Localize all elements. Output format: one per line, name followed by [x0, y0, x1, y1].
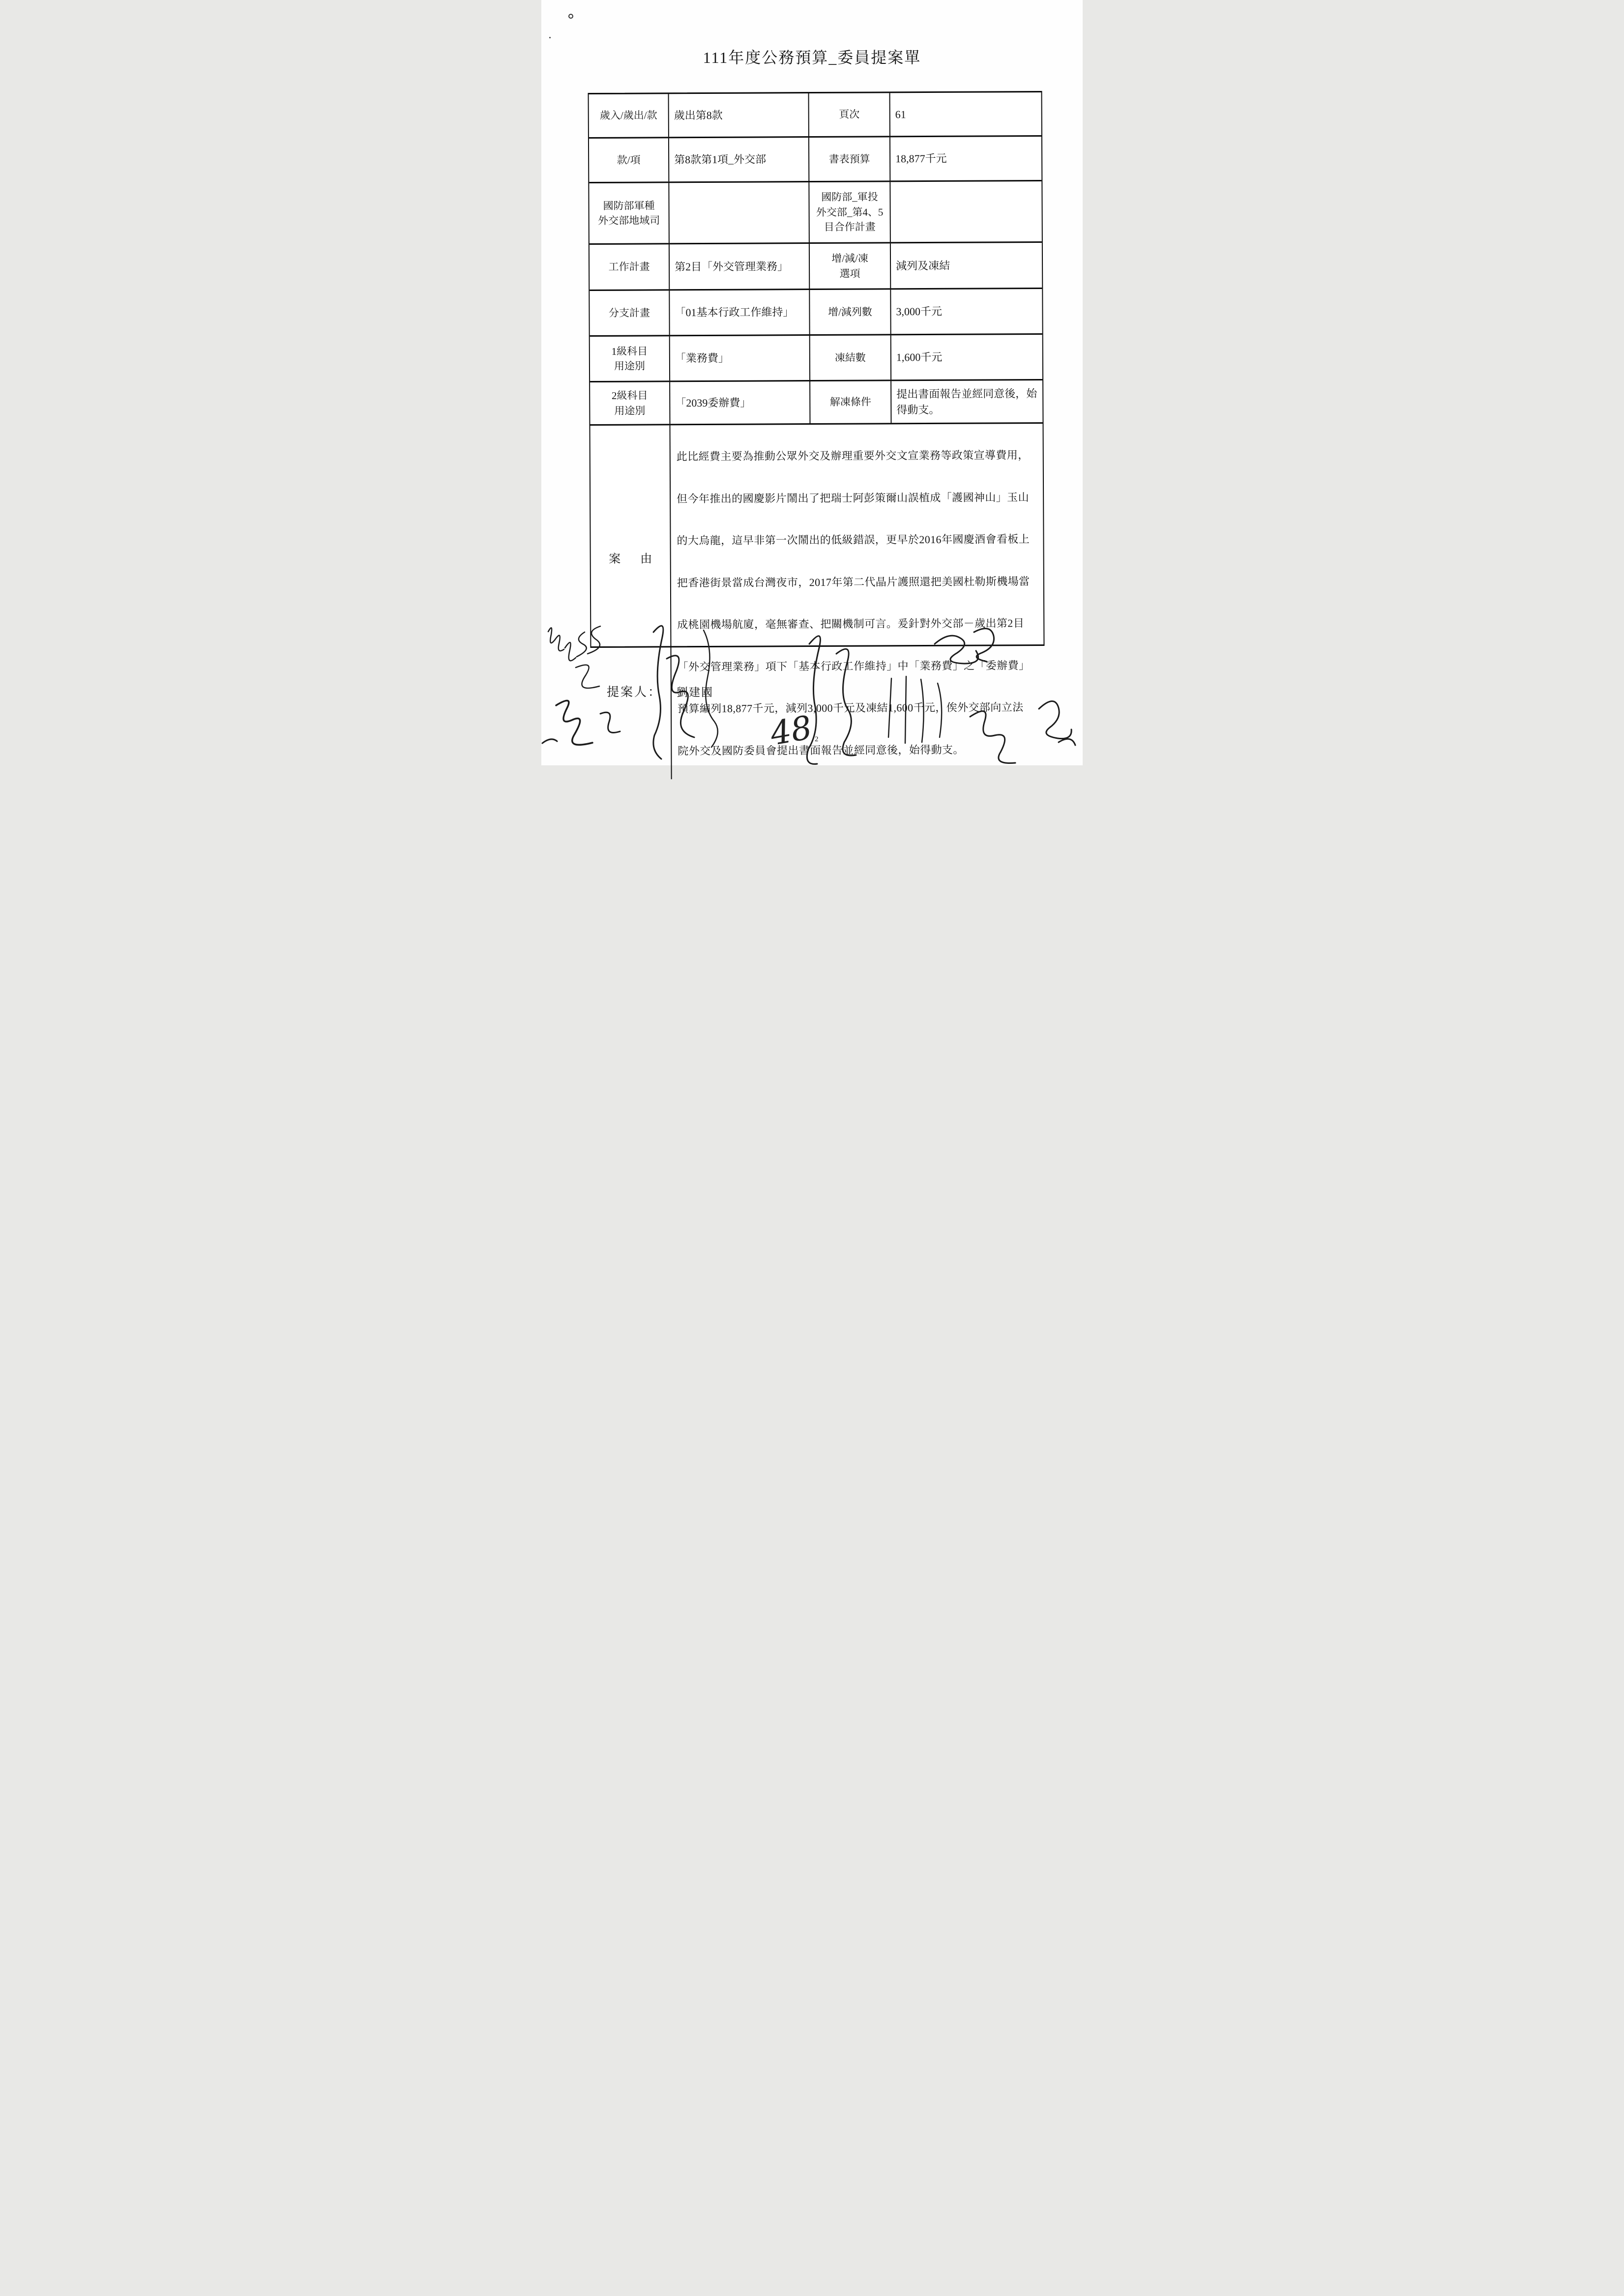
row-value-cut-amount: 3,000千元	[896, 305, 943, 318]
row-label-adjust-option: 增/減/凍 選項	[810, 243, 891, 289]
row-label-level1-subject: 1級科目 用途別	[590, 336, 670, 381]
row-label-revenue-expenditure: 歲入/歲出/款	[589, 94, 669, 137]
row-value-branch-plan: 「01基本行政工作維持」	[670, 290, 810, 335]
row-label-branch-plan: 分支計畫	[590, 291, 670, 335]
scan-speck	[568, 14, 573, 19]
case-line: 的大烏龍，這早非第一次鬧出的低級錯誤，更早於2016年國慶酒會看板上	[677, 533, 1030, 547]
row-value-freeze-amount: 1,600千元	[896, 350, 943, 364]
table-row	[590, 335, 1042, 382]
row-value-item: 第8款第1項_外交部	[669, 138, 809, 181]
case-line: 預算編列18,877千元，減列3,000千元及凍結1,600千元，俟外交部向立法	[677, 701, 1024, 715]
case-line: 此比經費主要為推動公眾外交及辦理重要外交文宣業務等政策宣導費用，	[676, 449, 1029, 463]
page-title: 111年度公務預算_委員提案單	[703, 49, 921, 66]
row-value-level1-subject: 「業務費」	[670, 336, 810, 380]
row-value-department	[669, 182, 810, 243]
row-value-adjust-option: 減列及凍結	[896, 259, 950, 272]
row-value-cooperation-plan	[890, 181, 1042, 242]
handwritten-number: 48	[767, 708, 815, 753]
table-row	[589, 181, 1042, 245]
signature-scribble	[548, 628, 564, 651]
table-row	[590, 380, 1042, 426]
proposer-label: 提案人：	[607, 686, 662, 699]
case-line: 「外交管理業務」項下「基本行政工作維持」中「業務費」之「委辦費」	[677, 659, 1030, 673]
row-label-page-index: 頁次	[809, 93, 890, 136]
row-value-unfreeze-condition: 提出書面報告並經同意後，始得動支。	[896, 387, 1037, 416]
case-line: 把香港街景當成台灣夜市，2017年第二代晶片護照還把美國杜勒斯機場當	[677, 575, 1030, 589]
table-row	[589, 137, 1041, 183]
page-number: 2	[815, 735, 819, 743]
row-value-book-budget: 18,877千元	[895, 152, 947, 165]
row-value-page-index: 61	[895, 108, 906, 120]
row-label-freeze-amount: 凍結數	[810, 335, 891, 380]
row-value-work-plan: 第2目「外交管理業務」	[670, 244, 810, 289]
case-label-char: 由	[640, 552, 652, 566]
case-description-text	[670, 424, 1044, 779]
row-label-department: 國防部軍種 外交部地域司	[589, 183, 670, 243]
signature-scribble	[565, 632, 587, 661]
case-label-char: 案	[609, 552, 621, 566]
scanned-proposal-document	[541, 0, 1083, 765]
table-row	[589, 92, 1041, 139]
row-label-book-budget: 書表預算	[809, 137, 890, 181]
row-label-cooperation-plan: 國防部_軍投 外交部_第4、5 目合作計畫	[809, 182, 891, 242]
case-line: 但今年推出的國慶影片鬧出了把瑞士阿彭策爾山誤植成「護國神山」玉山	[677, 491, 1030, 505]
proposer-name: 劉建國	[677, 686, 714, 698]
case-label	[590, 425, 672, 780]
signature-scribble	[556, 700, 592, 745]
row-label-level2-subject: 2級科目 用途別	[590, 382, 670, 424]
row-value-level2-subject: 「2039委辦費」	[670, 381, 810, 424]
row-label-cut-amount: 增/減列數	[810, 290, 891, 334]
row-value-expenditure-item: 歲出第8款	[669, 93, 809, 137]
row-label-unfreeze-condition: 解凍條件	[810, 381, 891, 423]
table-row	[590, 289, 1042, 337]
signature-scribble	[1039, 701, 1075, 745]
scan-speck	[549, 37, 551, 38]
table-row	[590, 243, 1042, 291]
row-label-work-plan: 工作計畫	[590, 244, 670, 290]
case-line: 成桃園機場航廈，毫無審查、把關機制可言。爰針對外交部－歲出第2目	[677, 617, 1025, 631]
case-line: 院外交及國防委員會提出書面報告並經同意後，始得動支。	[678, 743, 964, 757]
proposer-line	[607, 682, 713, 700]
row-label-item: 款/項	[589, 138, 669, 182]
